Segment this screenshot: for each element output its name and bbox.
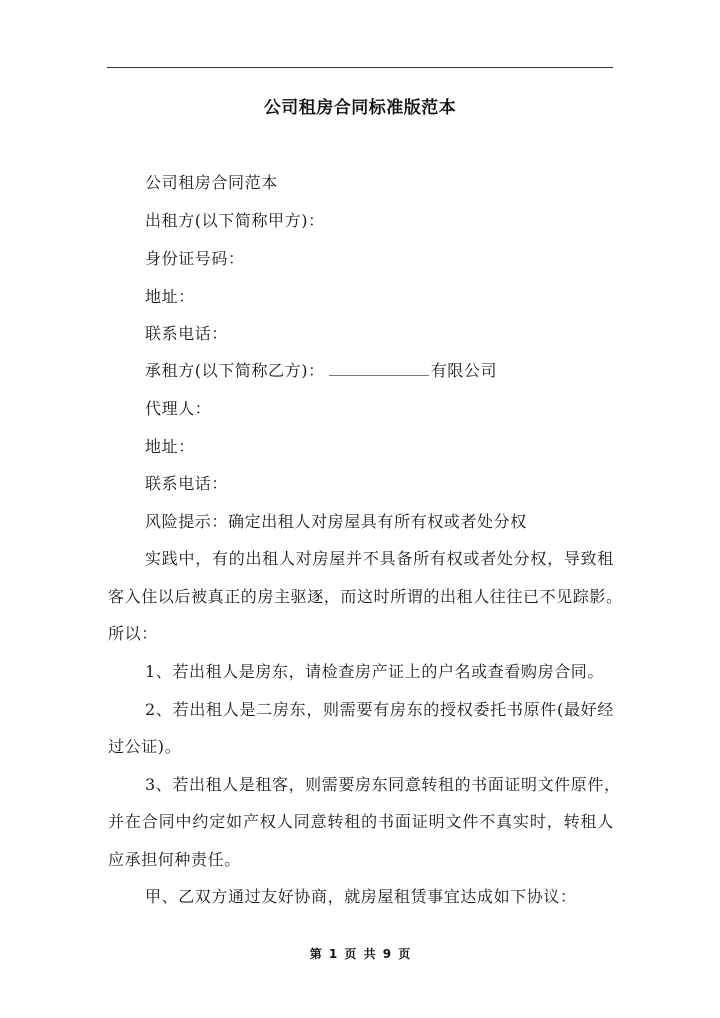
- risk-warning-heading: 风险提示：确定出租人对房屋具有所有权或者处分权: [145, 512, 527, 531]
- lessee-line: [145, 361, 497, 381]
- lessee-address-label: 地址：: [145, 437, 195, 456]
- lessor-phone-label: 联系电话：: [145, 324, 229, 343]
- item-3-line2: 并在合同中约定如产权人同意转租的书面证明文件不真实时，转租人: [108, 812, 614, 831]
- lessor-address-label: 地址：: [145, 287, 195, 306]
- item-3-line1: 3、若出租人是租客，则需要房东同意转租的书面证明文件原件，: [145, 775, 621, 794]
- subtitle-line: 公司租房合同范本: [145, 173, 278, 192]
- header-rule: [107, 67, 613, 68]
- agreement-intro: 甲、乙双方通过友好协商，就房屋租赁事宜达成如下协议：: [145, 887, 577, 906]
- page-number-footer: 第 1 页 共 9 页: [309, 947, 411, 961]
- lessor-label: 出租方(以下简称甲方)：: [145, 211, 325, 230]
- lessee-phone-label: 联系电话：: [145, 474, 229, 493]
- item-3-line3: 应承担何种责任。: [108, 850, 241, 869]
- item-2-line2: 过公证)。: [108, 737, 182, 756]
- agent-label: 代理人：: [145, 399, 212, 418]
- paragraph-practice-line2: 客入住以后被真正的房主驱逐，而这时所谓的出租人往往已不见踪影。: [108, 587, 623, 606]
- paragraph-practice-line3: 所以：: [108, 624, 158, 643]
- item-2-line1: 2、若出租人是二房东，则需要有房东的授权委托书原件(最好经: [145, 700, 614, 719]
- company-suffix: 有限公司: [430, 361, 498, 380]
- id-number-label: 身份证号码：: [145, 249, 245, 268]
- paragraph-practice-line1: 实践中，有的出租人对房屋并不具备所有权或者处分权，导致租: [145, 549, 614, 568]
- document-title: 公司租房合同标准版范本: [263, 98, 457, 118]
- company-name-blank: [329, 361, 429, 376]
- lessee-label: 承租方(以下简称乙方)：: [145, 361, 325, 380]
- item-1: 1、若出租人是房东，请检查房产证上的户名或查看购房合同。: [145, 662, 604, 681]
